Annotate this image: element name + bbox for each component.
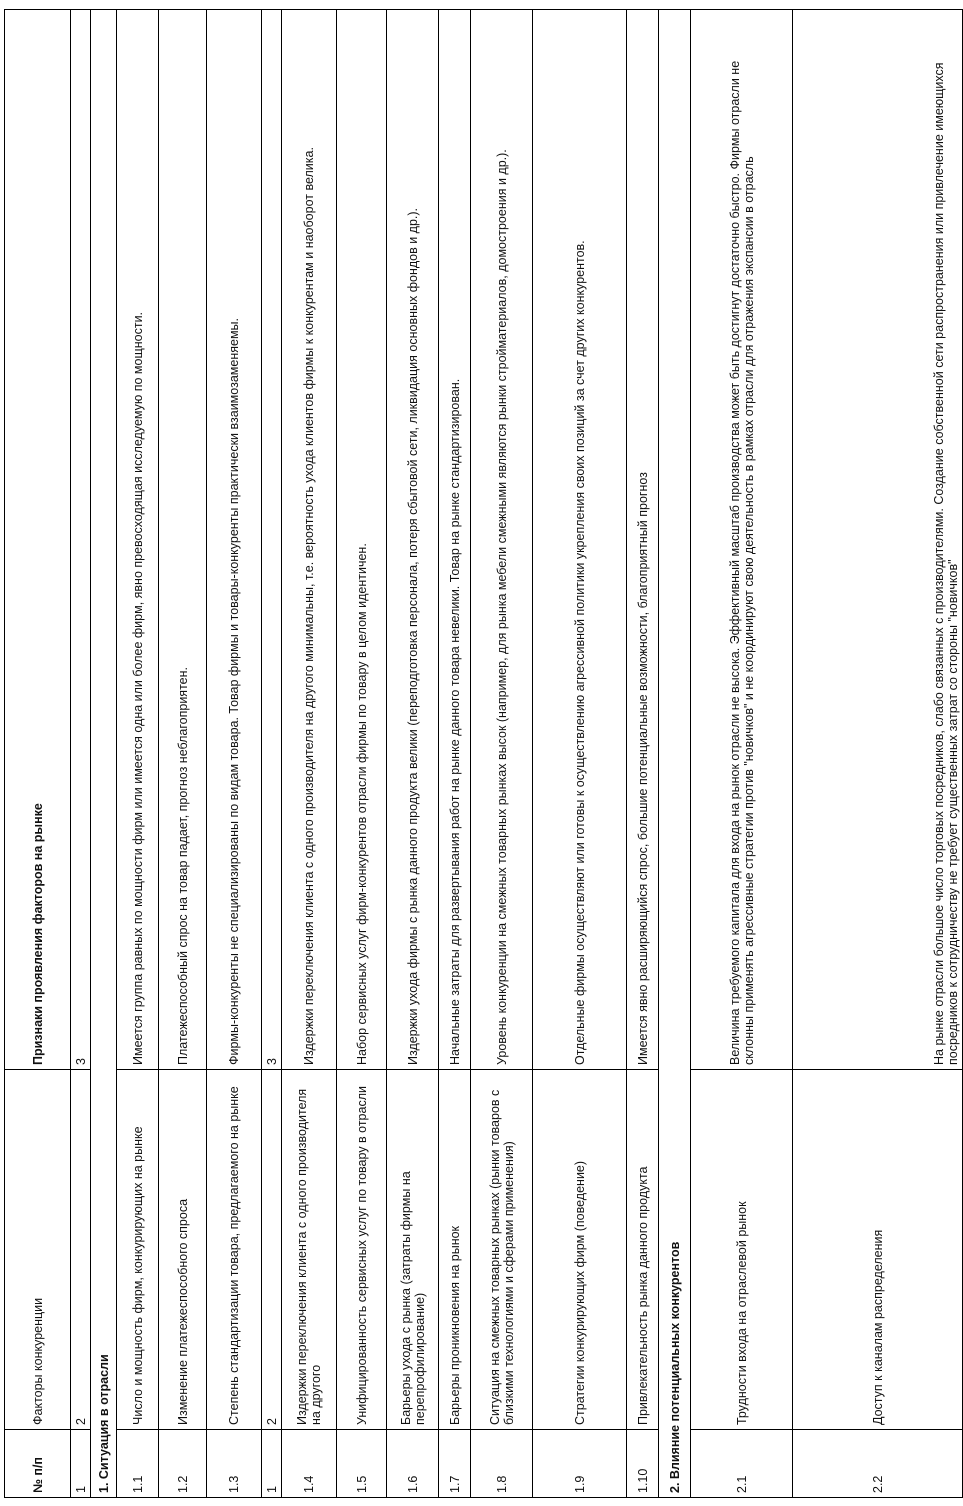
table-row — [793, 10, 963, 1498]
table-row — [337, 10, 387, 1498]
row-num: 1.4 — [282, 1430, 337, 1498]
row-signs: Имеется группа равных по мощности фирм или имеется одна или более фирм, явно превосходящая исследуемую по мощности. — [117, 10, 159, 1070]
table-row — [387, 10, 439, 1498]
header-num: № п/п — [5, 1430, 71, 1498]
row-factor: Стратегии конкурирующих фирм (поведение) — [533, 1070, 627, 1430]
row-factor: Степень стандартизации товара, предлагаемого на рынке — [207, 1070, 262, 1430]
row-signs: На рынке отрасли большое число торговых посредников, слабо связанных с производителями. Создание собственной сети распространения или привлечение имеющихся посредников к сотрудничеству не требует существенных затрат со стороны "новичков" — [793, 10, 963, 1070]
row-num: 1.9 — [533, 1430, 627, 1498]
row-signs: Отдельные фирмы осуществляют или готовы к осуществлению агрессивной политики укрепления своих позиций за счет других конкурентов. — [533, 10, 627, 1070]
row-factor: Барьеры ухода с рынка (затраты фирмы на перепрофилирование) — [387, 1070, 439, 1430]
row-num: 1.3 — [207, 1430, 262, 1498]
row-num: 1.2 — [159, 1430, 207, 1498]
row-num: 2.2 — [793, 1430, 963, 1498]
row-signs: Величина требуемого капитала для входа на рынок отрасли не высока. Эффективный масштаб производства может быть достигнут достаточно быстро. Фирмы отрасли не склонны применять агрессивные стратегии против "новичков" и не координируют свою деятельность в рамках отрасли для отражения экспансии в отрасль — [691, 10, 793, 1070]
row-factor: Ситуация на смежных товарных рынках (рынки товаров с близкими технологиями и сферами применения) — [471, 1070, 533, 1430]
table-row — [207, 10, 262, 1498]
section-title: 2. Влияние потенциальных конкурентов — [659, 10, 691, 1498]
row-factor: Доступ к каналам распределения — [793, 1070, 963, 1430]
section-title: 1. Ситуация в отрасли — [91, 10, 117, 1498]
row-factor: Привлекательность рынка данного продукта — [627, 1070, 659, 1430]
row-num: 1.5 — [337, 1430, 387, 1498]
row-num: 1.8 — [471, 1430, 533, 1498]
table-row — [117, 10, 159, 1498]
table-row — [691, 10, 793, 1498]
section-row — [91, 10, 117, 1498]
table-row — [439, 10, 471, 1498]
row-signs: Имеется явно расширяющийся спрос, большие потенциальные возможности, благоприятный прогноз — [627, 10, 659, 1070]
row-num: 2.1 — [691, 1430, 793, 1498]
header-factor: Факторы конкуренции — [5, 1070, 71, 1430]
row-num: 1.1 — [117, 1430, 159, 1498]
row-signs: Издержки переключения клиента с одного производителя на другого минимальны, т.е. вероятность ухода клиентов фирмы к конкурентам и наоборот велика. — [282, 10, 337, 1070]
colnum-row — [262, 10, 282, 1498]
table-row — [282, 10, 337, 1498]
table-row — [471, 10, 533, 1498]
colnum-2: 2 — [262, 1070, 282, 1430]
row-signs: Издержки ухода фирмы с рынка данного продукта велики (переподготовка персонала, потеря сбытовой сети, ликвидация основных фондов и др.). — [387, 10, 439, 1070]
row-factor: Число и мощность фирм, конкурирующих на рынке — [117, 1070, 159, 1430]
row-num: 1.7 — [439, 1430, 471, 1498]
row-num: 1.6 — [387, 1430, 439, 1498]
row-factor: Издержки переключения клиента с одного производителя на другого — [282, 1070, 337, 1430]
colnum-1: 1 — [71, 1430, 91, 1498]
row-num: 1.10 — [627, 1430, 659, 1498]
row-factor: Барьеры проникновения на рынок — [439, 1070, 471, 1430]
colnum-1: 1 — [262, 1430, 282, 1498]
section-row — [659, 10, 691, 1498]
row-signs: Фирмы-конкуренты не специализированы по видам товара. Товар фирмы и товары-конкуренты практически взаимозаменяемы. — [207, 10, 262, 1070]
table-row — [159, 10, 207, 1498]
colnum-row — [71, 10, 91, 1498]
row-signs: Начальные затраты для развертывания работ на рынке данного товара невелики. Товар на рынке стандартизирован. — [439, 10, 471, 1070]
row-signs: Платежеспособный спрос на товар падает, прогноз неблагоприятен. — [159, 10, 207, 1070]
table-row — [627, 10, 659, 1498]
colnum-3: 3 — [262, 10, 282, 1070]
colnum-3: 3 — [71, 10, 91, 1070]
row-signs: Набор сервисных услуг фирм-конкурентов отрасли фирмы по товару в целом идентичен. — [337, 10, 387, 1070]
header-row — [5, 10, 71, 1498]
colnum-2: 2 — [71, 1070, 91, 1430]
header-signs: Признаки проявления факторов на рынке — [5, 10, 71, 1070]
row-factor: Трудности входа на отраслевой рынок — [691, 1070, 793, 1430]
table-row — [533, 10, 627, 1498]
row-factor: Изменение платежеспособного спроса — [159, 1070, 207, 1430]
row-factor: Унифицированность сервисных услуг по товару в отрасли — [337, 1070, 387, 1430]
row-signs: Уровень конкуренции на смежных товарных рынках высок (например, для рынка мебели смежными являются рынки стройматериалов, домостроения и др.). — [471, 10, 533, 1070]
competition-factors-table — [4, 9, 963, 1498]
